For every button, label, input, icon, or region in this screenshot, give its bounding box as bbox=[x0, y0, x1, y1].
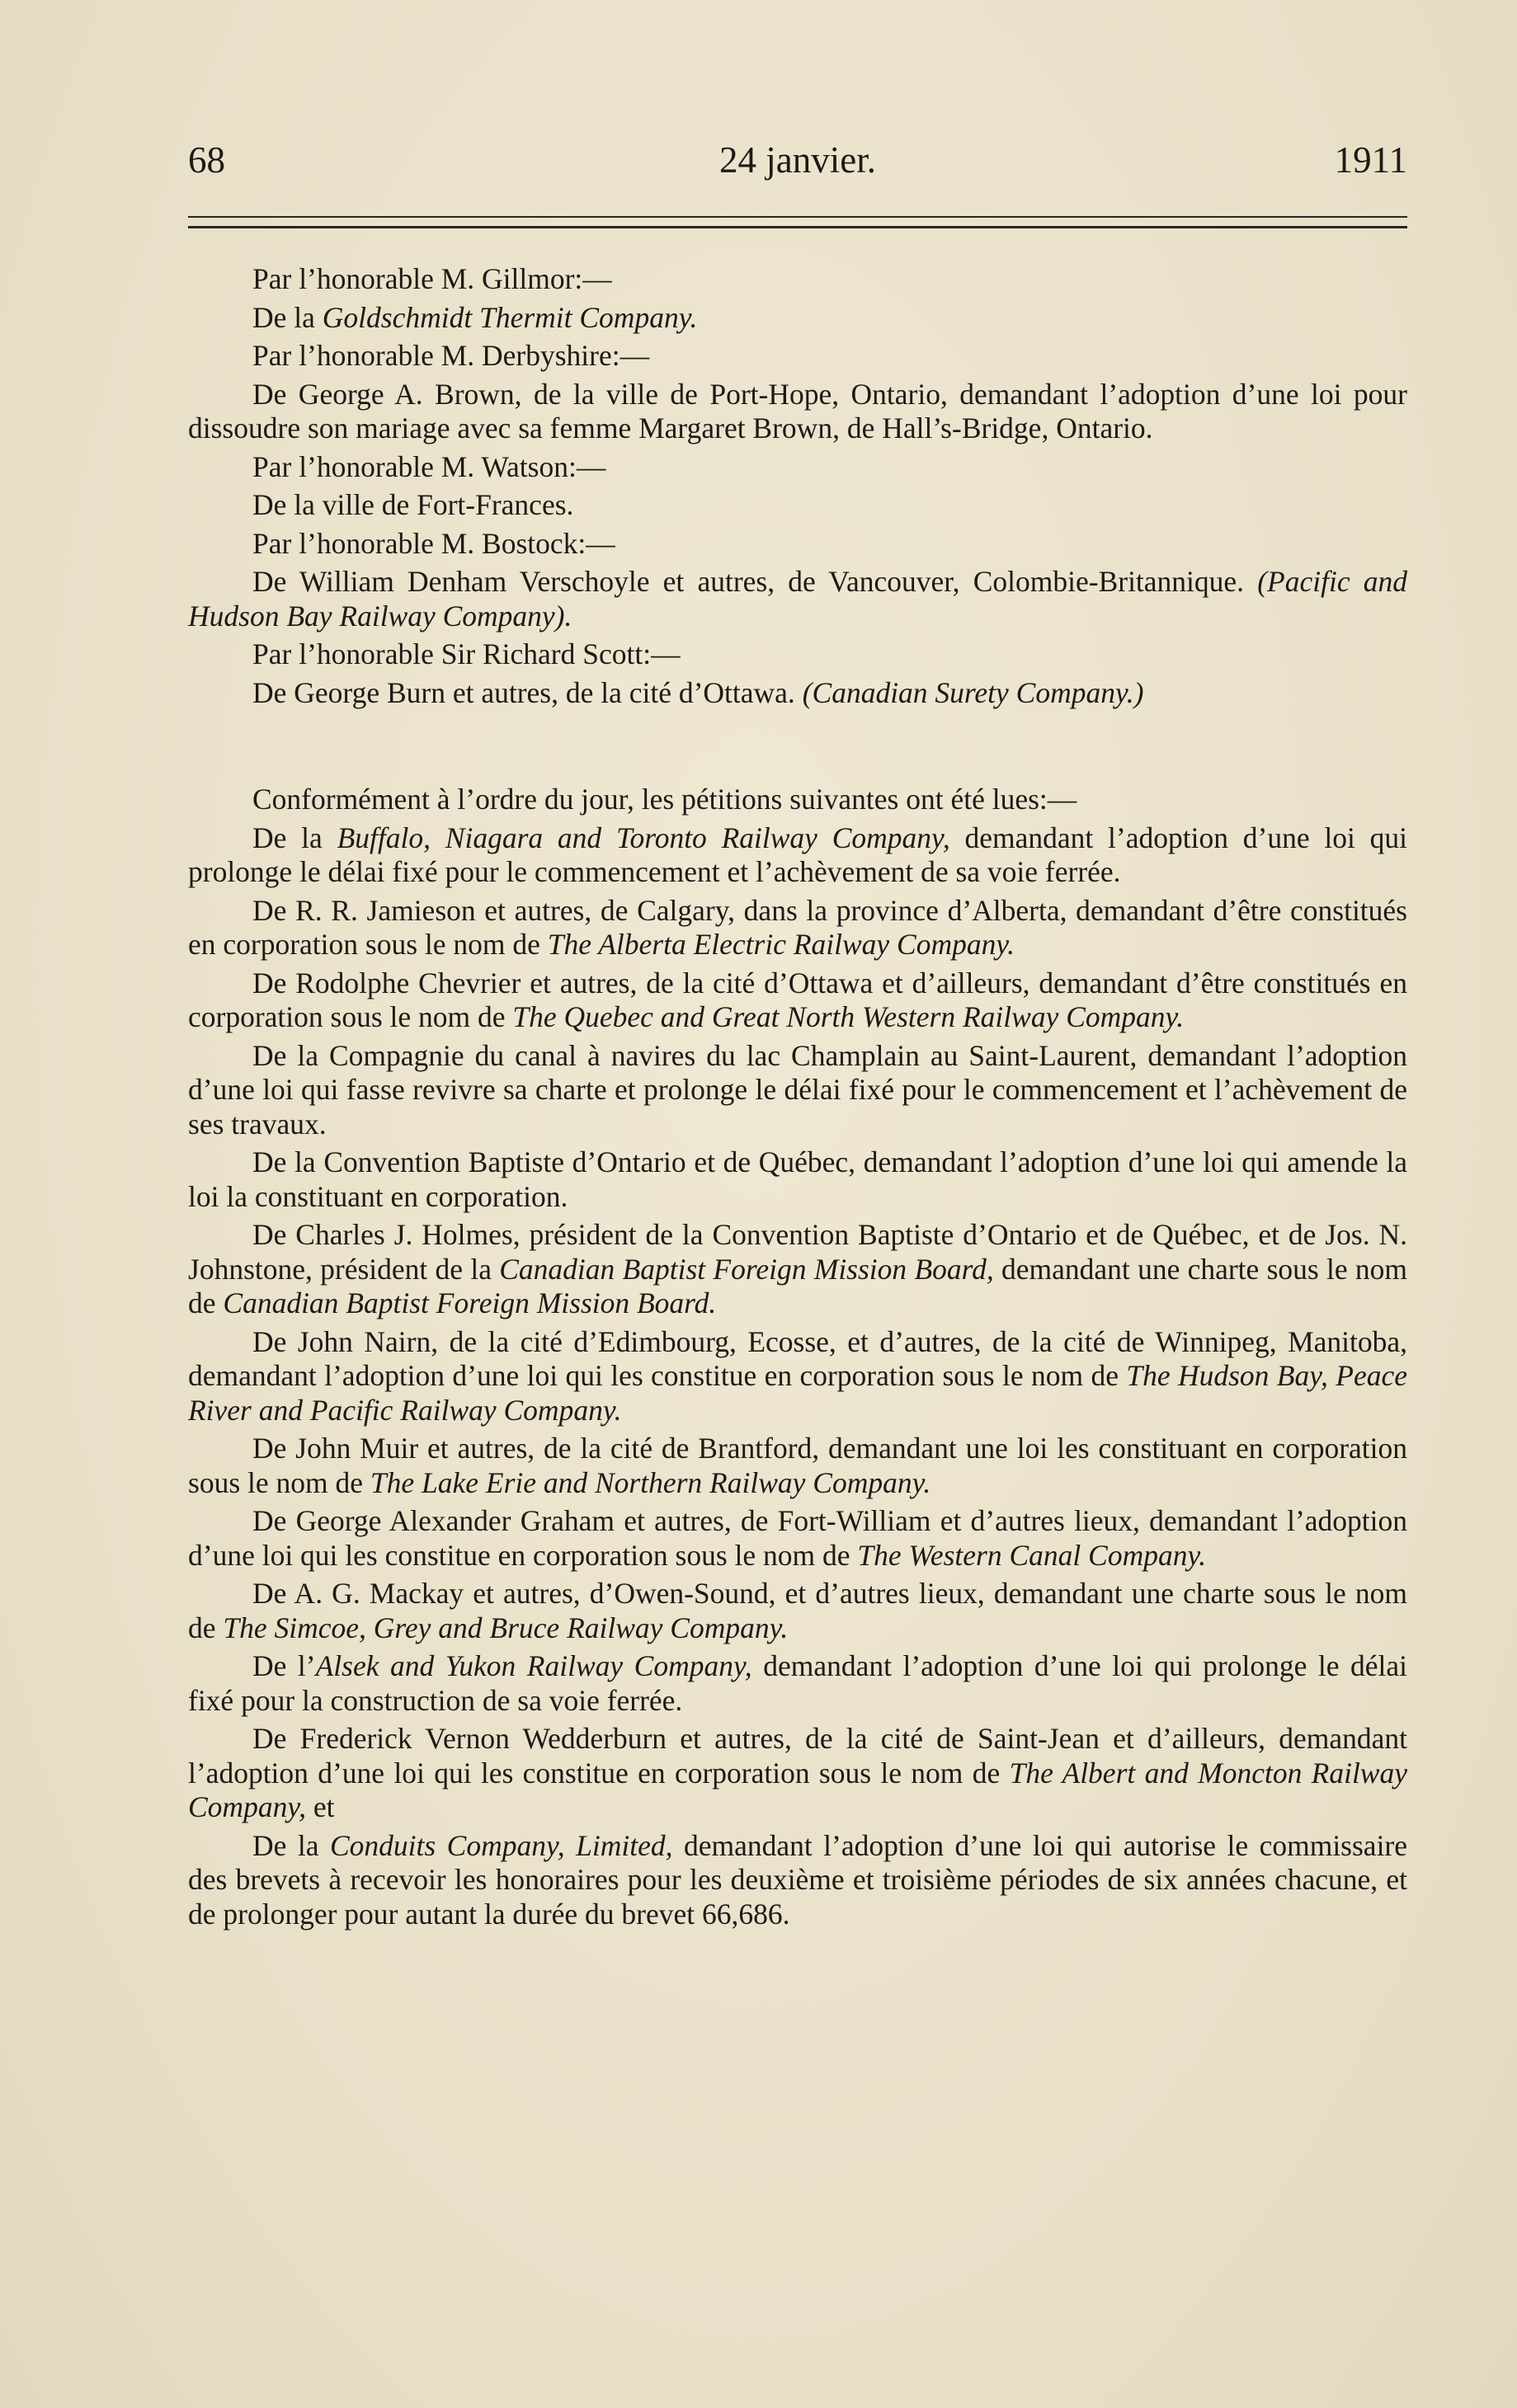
header-rule-bottom bbox=[188, 226, 1407, 228]
page-number: 68 bbox=[188, 139, 225, 181]
petition: De A. G. Mackay et autres, d’Owen-Sound, et d’autres lieux, demandant une charte sous le nom de The Simcoe, Grey and Bruce Railway Company. bbox=[188, 1577, 1407, 1644]
petition: De Charles J. Holmes, président de la Convention Baptiste d’Ontario et de Québec, et de Jos. N. Johnstone, président de la Canadian Baptist Foreign Mission Board, demandant une charte sous le nom de Canadian Baptist Foreign Mission Board. bbox=[188, 1218, 1407, 1319]
body-text bbox=[188, 262, 1407, 1935]
petition: De la Convention Baptiste d’Ontario et de Québec, demandant l’adoption d’une loi qui amende la loi la constituant en corporation. bbox=[188, 1145, 1407, 1213]
paragraph: De George A. Brown, de la ville de Port-Hope, Ontario, demandant l’adoption d’une loi pour dissoudre son mariage avec sa femme Margaret Brown, de Hall’s-Bridge, Ontario. bbox=[188, 377, 1407, 444]
header-date: 24 janvier. bbox=[719, 139, 876, 181]
petition: De la Conduits Company, Limited, demandant l’adoption d’une loi qui autorise le commissaire des brevets à recevoir les honoraires pour les deuxième et troisième périodes de six années chacune, et de prolonger pour autant la durée du brevet 66,686. bbox=[188, 1828, 1408, 1931]
paragraph: Par l’honorable M. Watson:— bbox=[252, 449, 606, 483]
paragraph: Par l’honorable M. Gillmor:— bbox=[252, 262, 612, 295]
petition: De la Buffalo, Niagara and Toronto Railway Company, demandant l’adoption d’une loi qui prolonge le délai fixé pour le commencement et l’achèvement de sa voie ferrée. bbox=[188, 821, 1407, 888]
paragraph: Par l’honorable M. Bostock:— bbox=[252, 526, 615, 560]
header-year: 1911 bbox=[1334, 139, 1407, 181]
petition: De John Nairn, de la cité d’Edimbourg, Ecosse, et d’autres, de la cité de Winnipeg, Manitoba, demandant l’adoption d’une loi qui les constitue en corporation sous le nom de The Hudson Bay, Peace River and Pacific Railway Company. bbox=[188, 1324, 1407, 1427]
paragraph: Par l’honorable M. Derbyshire:— bbox=[252, 339, 650, 372]
section-intro: Conformément à l’ordre du jour, les pétitions suivantes ont été lues:— bbox=[252, 783, 1077, 816]
petition: De la Compagnie du canal à navires du lac Champlain au Saint-Laurent, demandant l’adoption d’une loi qui fasse revivre sa charte et prolonge le délai fixé pour le commencement et l’achèvement de ses travaux. bbox=[188, 1038, 1407, 1141]
paragraph: De la ville de Fort-Frances. bbox=[252, 488, 574, 521]
petition: De John Muir et autres, de la cité de Brantford, demandant une loi les constituant en corporation sous le nom de The Lake Erie and Northern Railway Company. bbox=[188, 1432, 1407, 1499]
petition: De Frederick Vernon Wedderburn et autres, de la cité de Saint-Jean et d’ailleurs, demandant l’adoption d’une loi qui les constitue en corporation sous le nom de The Albert and Moncton Railway Company, et bbox=[188, 1722, 1407, 1823]
page-header bbox=[188, 139, 1407, 188]
petition: De George Alexander Graham et autres, de Fort-William et d’autres lieux, demandant l’adoption d’une loi qui les constitue en corporation sous le nom de The Western Canal Company. bbox=[188, 1504, 1407, 1572]
paragraph: Par l’honorable Sir Richard Scott:— bbox=[252, 637, 681, 670]
petition: De R. R. Jamieson et autres, de Calgary, dans la province d’Alberta, demandant d’être constitués en corporation sous le nom de The Alberta Electric Railway Company. bbox=[188, 893, 1407, 961]
header-rule-top bbox=[188, 216, 1407, 218]
paragraph: De la Goldschmidt Thermit Company. bbox=[252, 300, 698, 334]
paragraph: De George Burn et autres, de la cité d’Ottawa. (Canadian Surety Company.) bbox=[252, 675, 1144, 709]
petition: De Rodolphe Chevrier et autres, de la cité d’Ottawa et d’ailleurs, demandant d’être constitués en corporation sous le nom de The Quebec and Great North Western Railway Company. bbox=[188, 966, 1407, 1033]
paragraph: De William Denham Verschoyle et autres, de Vancouver, Colombie-Britannique. (Pacific and Hudson Bay Railway Company). bbox=[188, 565, 1407, 633]
petition: De l’Alsek and Yukon Railway Company, demandant l’adoption d’une loi qui prolonge le délai fixé pour la construction de sa voie ferrée. bbox=[188, 1649, 1407, 1717]
